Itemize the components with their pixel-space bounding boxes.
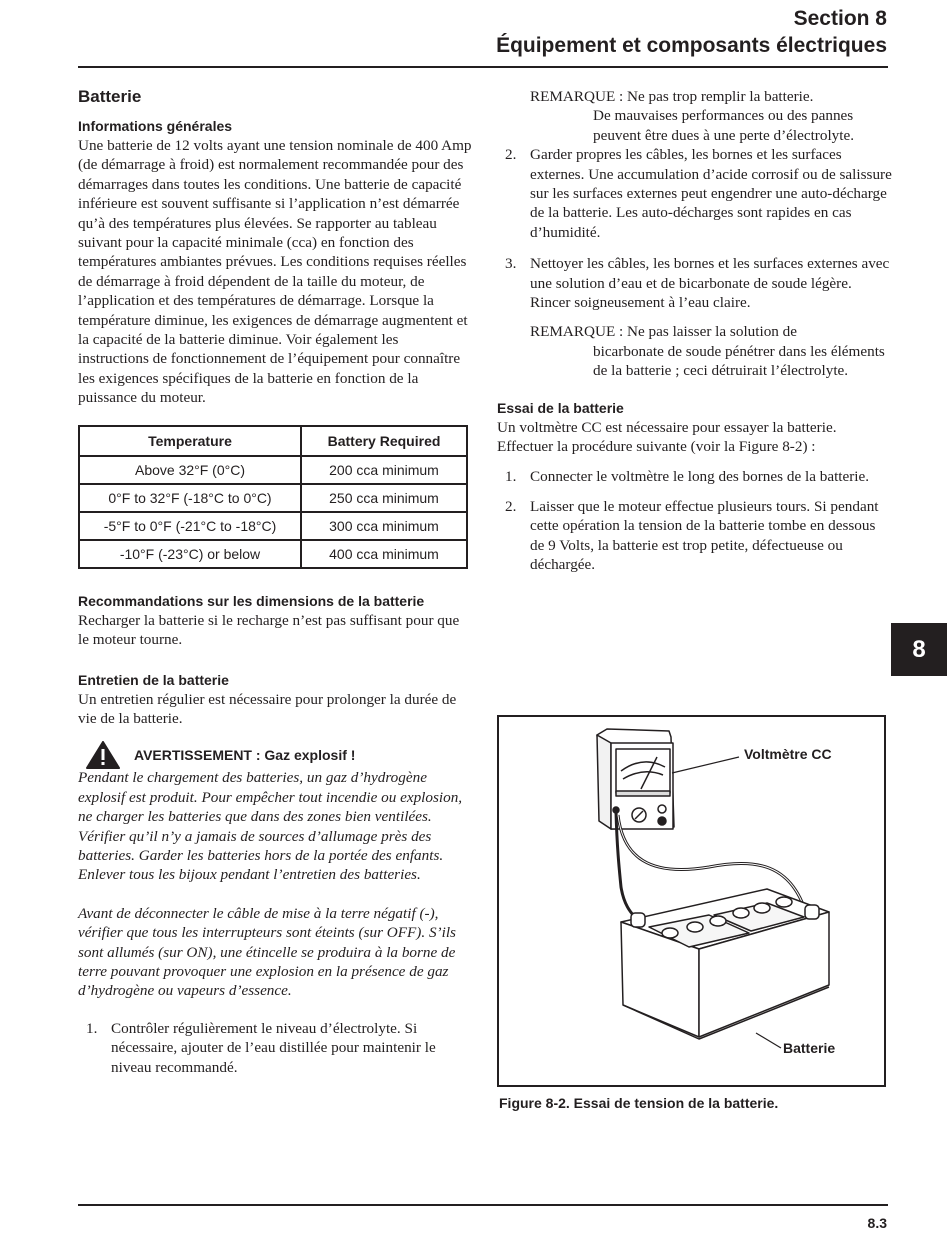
- list-item: [497, 145, 892, 242]
- note-lead: REMARQUE : Ne pas laisser la solution de: [530, 323, 798, 341]
- step-text: Laisser que le moteur effectue plusieurs tours. Si pendant cette opération la tension de la batterie tombe en dessous de 9 Volts, la batterie est trop petite, défectueuse ou déchargée.: [530, 497, 879, 574]
- page-number: 8.3: [867, 1215, 887, 1231]
- table-row: [79, 484, 467, 512]
- maintenance-steps-continued: [497, 145, 892, 312]
- sizing-heading: Recommandations sur les dimensions de la batterie: [78, 592, 425, 609]
- table-row: [79, 540, 467, 568]
- table-cell-battery: 400 cca minimum: [301, 540, 467, 568]
- table-cell-temperature: -5°F to 0°F (-21°C to -18°C): [79, 512, 301, 540]
- note-rest: bicarbonate de soude pénétrer dans les éléments de la batterie ; ceci détruirait l’électrolyte.: [593, 342, 885, 380]
- battery-label: Batterie: [783, 1040, 836, 1056]
- maintenance-steps: [78, 1019, 473, 1077]
- table-row: [79, 456, 467, 484]
- step-number: 1.: [86, 1019, 98, 1037]
- table-cell-temperature: 0°F to 32°F (-18°C to 0°C): [79, 484, 301, 512]
- list-item: [497, 497, 892, 575]
- step-number: 1.: [505, 467, 517, 485]
- step-number: 2.: [505, 497, 517, 515]
- battery-test-body: Un voltmètre CC est nécessaire pour essayer la batterie. Effectuer la procédure suivante (voir la Figure 8-2) :: [497, 418, 837, 456]
- table-cell-battery: 300 cca minimum: [301, 512, 467, 540]
- voltmeter-battery-illustration: [499, 717, 884, 1085]
- battery-test-steps: [497, 467, 892, 575]
- note-lead: REMARQUE : Ne pas trop remplir la batterie.: [530, 88, 814, 105]
- list-item: [497, 254, 892, 312]
- table-header-row: [79, 426, 467, 456]
- step-text: Connecter le voltmètre le long des bornes de la batterie.: [530, 467, 870, 485]
- table-cell-battery: 200 cca minimum: [301, 456, 467, 484]
- battery-test-heading: Essai de la batterie: [497, 399, 624, 416]
- section-number: Section 8: [793, 7, 887, 30]
- table-cell-temperature: Above 32°F (0°C): [79, 456, 301, 484]
- voltmeter-label: Voltmètre CC: [744, 746, 832, 762]
- warning-body-2: Avant de déconnecter le câble de mise à la terre négatif (-), vérifier que tous les interrupteurs sont éteints (sur OFF). S’ils sont allumés (sur ON), une étincelle se produira à la borne de terre pouvant provoquer une explosion en la présence de gaz d’hydrogène ou vapeurs d’essence.: [78, 904, 456, 1000]
- list-item: [78, 1019, 473, 1077]
- page-header: [496, 5, 887, 60]
- section-title: Équipement et composants électriques: [496, 34, 887, 57]
- table-cell-temperature: -10°F (-23°C) or below: [79, 540, 301, 568]
- general-info-body: Une batterie de 12 volts ayant une tension nominale de 400 Amp (de démarrage à froid) est normalement recommandée pour des démarrages dans toutes les conditions. Une batterie de capacité inférieure est souvent suffisante si l’application n’est démarrée qu’à des températures plus élevées. Se rapporter au tableau suivant pour la capacité minimale (cca) en fonction des températures ambiantes prévues. Les conditions requises réelles de démarrage à froid dépendent de la taille du moteur, de l’application et des températures de démarrage. Lorsque la température diminue, les exigences de démarrage augmentent et la capacité de la batterie diminue. Voir également les instructions de fonctionnement de l’équipement pour connaître les exigences spécifiques de la batterie en fonction de la puissance du moteur.: [78, 137, 472, 407]
- note-bicarbonate: [497, 322, 892, 380]
- right-column: [497, 87, 892, 575]
- sizing-body: Recharger la batterie si le recharge n’est pas suffisant pour que le moteur tourne.: [78, 611, 460, 649]
- note-overfill: [497, 87, 892, 145]
- header-rule: [78, 66, 888, 68]
- table-cell-battery: 250 cca minimum: [301, 484, 467, 512]
- maintenance-heading: Entretien de la batterie: [78, 671, 229, 688]
- figure-caption: Figure 8-2. Essai de tension de la batterie.: [499, 1095, 779, 1111]
- battery-heading: Batterie: [78, 87, 142, 106]
- section-tab: 8: [891, 623, 947, 676]
- warning-header: [78, 742, 473, 768]
- general-info-heading: Informations générales: [78, 118, 233, 134]
- warning-title: AVERTISSEMENT : Gaz explosif !: [134, 747, 356, 764]
- footer-rule: [78, 1204, 888, 1206]
- step-text: Contrôler régulièrement le niveau d’électrolyte. Si nécessaire, ajouter de l’eau distillée pour maintenir le niveau recommandé.: [111, 1019, 436, 1076]
- maintenance-body: Un entretien régulier est nécessaire pour prolonger la durée de vie de la batterie.: [78, 690, 457, 727]
- table-row: [79, 512, 467, 540]
- list-item: [497, 467, 892, 486]
- figure-battery-voltage-test: [497, 715, 886, 1087]
- step-number: 3.: [505, 255, 517, 273]
- step-text: Nettoyer les câbles, les bornes et les surfaces externes avec une solution d’eau et de bicarbonate de soude légère. Rincer soigneusement à l’eau claire.: [530, 255, 890, 312]
- table-header-battery: Battery Required: [301, 426, 467, 456]
- note-rest: De mauvaises performances ou des pannes peuvent être dues à une perte d’électrolyte.: [593, 107, 855, 144]
- warning-triangle-icon: [86, 741, 120, 769]
- table-header-temperature: Temperature: [79, 426, 301, 456]
- step-text: Garder propres les câbles, les bornes et les surfaces externes. Une accumulation d’acide corrosif ou de salissure sur les surfaces externes peut engendrer une auto-décharge de la batterie. Les auto-décharges sont rapides en cas d’humidité.: [530, 146, 892, 241]
- step-number: 2.: [505, 146, 517, 164]
- left-column: [78, 86, 473, 1077]
- warning-body-1: Pendant le chargement des batteries, un gaz d’hydrogène explosif est produit. Pour empêcher tout incendie ou explosion, ne charger les batteries que dans des zones bien ventilées. Vérifier qu’il n’y a jamais de sources d’allumage près des batteries. Garder les batteries hors de la portée des enfants. Enlever tous les bijoux pendant l’entretien des batteries.: [78, 769, 463, 884]
- battery-requirements-table: [78, 425, 468, 569]
